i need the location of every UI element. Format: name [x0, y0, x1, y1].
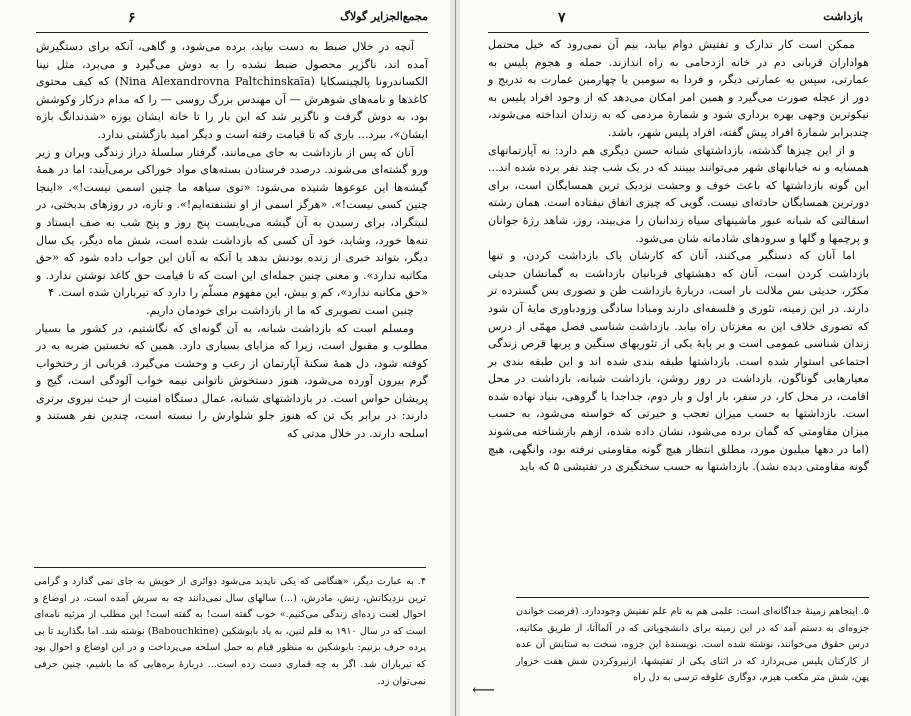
right-header-title: بازداشت: [823, 10, 863, 23]
left-page-number: ۶: [128, 10, 136, 26]
left-paragraph: چنین است تصویری که ما از بازداشت برای خودمان داریم.: [146, 303, 414, 317]
right-page-number: ۷: [558, 10, 566, 26]
right-paragraph: و از این چیزها گذشته، بازداشتهای شبانه حسن دیگری هم دارد: نه آپارتمانهای همسایه و نه خیابانهای شهر می‌توانند ببینند که در یک شب چند نفر برده شده اند... این گونه بازداشتها که باعث خوف و وحشت نزدیک ترین همسایگان است، برای دورترین همسایگان حادثه‌ای نیست. گویی که چیزی اتفاق نیفتاده است. همان رشته اسفالتی که شبانه عبور ماشینهای سیاه زندانبان را می‌بیند، روز، شاهد رژهٔ جوانان و پرچمها و گلها و سرودهای شادمانه شان می‌شود.: [488, 143, 869, 245]
left-page-body: [36, 38, 428, 443]
continuation-arrow-icon: ⟵: [472, 680, 495, 699]
right-header-rule: [488, 32, 869, 33]
left-footnote-rule: [34, 567, 426, 568]
left-page-header: [38, 10, 428, 32]
right-paragraph: اما آنان که دستگیر می‌کنند، آنان که کارشان پاک بازداشت کردن، و تنها بازداشت کردن است، آنان که دهشتهای قربانیان بازداشت به گمانشان حدیثی مکرّر، حدیثی بس ملالت بار است، دربارهٔ بازداشت ظن و تصوری بس گسترده تر دارند. در این زمینه، تئوری و فلسفه‌ای دارند ومبادا سادگی وزودباوری مایهٔ آن شود که تصوری خلاف این به مغزتان راه بیابد. بازداشت شناسی فصل مهمّی از درس زندان شناسی عمومی است و بر پایهٔ یکی از تئوریهای سنگین و پربها قرص زندگی اجتماعی استوار شده است. بازداشتها طبقه بندی شده اند و این طبقه بندی بر معیارهایی گوناگون، بازداشت در روز روشن، بازداشت شبانه، بازداشت در محل اقامت، در محل کار، در سفر، بار اول و بار دوم، جداجدا یا گروهی، بنیاد نهاده شده است. بازداشتها به حسب میزان تعجب و حیرتی که خواسته می‌شود، به حسب میزان مقاومتی که گمان برده می‌شود، نشان داده شده، ازهم بازشناخته می‌شوند (اما در دهها میلیون مورد، مطلق انتظار هیچ گونه مقاومتی نرفته بود، وانگهی، هیچ گونه مقاومتی دیده نشد). بازداشتها به حسب سختگیری در تفتیشی ۵ که باید: [488, 249, 869, 474]
left-paragraph: ومسلم است که بازداشت شبانه، به آن گونه‌ای که نگاشتیم، در کشور ما بسیار مطلوب و مقبول است، زیرا که مزایای بسیاری دارد. همین که نخستین ضربه به در کوفته شود، دل همهٔ سکنهٔ آپارتمان از رعب و وحشت می‌گیرد. قربانی از رختخواب گرم بیرون آورده می‌شود، هنوز دستخوش ناتوانی نیمه خواب آلودگی است، گیج و پریشان حواس است. در بازداشتهای شبانه، عمال دستگاه امنیت از حیث نیروی برتری دارند: در برابر یک تن که هنوز جلو شلوارش را نبسته است، چندین نفر هستند و اسلحه دارند. در خلال مدتی که: [36, 321, 428, 441]
left-page: [0, 0, 450, 716]
left-paragraph: آنچه در خلال ضبط به دست بیاید، برده می‌شود، و گاهی، آنکه برای دستگیرش آمده اند، ناگزیر محصول ضبط نشده را به دوش می‌گیرد و می‌برد، مثل نینا الکساندرونا پالچینسکایا (Nina Alexandrovna Paltchinskaïa) که کیف محتوی کاغذها و نامه‌های شوهرش — آن مهندس بزرگ روسی — را که مدام درکار وکوشش بود، به دوش گرفت و ناگزیر شد که این بار را تا خانه ایشان یوزه «شدندانگ بازه ایشان»، ببرد... باری که تا قیامت رفته است و دیگر امید بازگشتی ندارد.: [36, 40, 428, 141]
right-footnote-rule: [516, 597, 869, 598]
right-footnote: ۵. اینجاهم زمینهٔ جداگانه‌ای است: علمی هم به نام علم تفتیش وجوددارد. (فرصت خواندن جزوه‌ای به دستم آمد که در این زمینه برای دانشجویانی که در آلماآتا، از طریق مکاتبه، درس حقوق می‌خوانند، نوشته شده است. نویسندهٔ این جزوه، سخت به ستایش آن عده از کارکنان پلیس می‌پردازد که در اثنای یکی از تفتیشها، ازنیروکردن شش هفت خروار پهن، شش متر مکعب هیزم، دوگاری علوفه ترسی به دل راه: [516, 606, 869, 684]
left-footnote: ۴. به عبارت دیگر، «هنگامی که یکی ناپدید می‌شود دوائری از خویش به جای نمی گذارد و گرامی ترین نزدیکانش، زنش، مادرش، (...) سالهای سال نمی‌دانند چه به سرش آمده است، در اوضاع و احوال لعنت زده‌ای زندگی می‌کنیم.» خوب گفته است! به گفته است! این مطلب از مرثیه نامه‌ای است که در سال ۱۹۱۰ به قلم لنین، به یاد بابوشکین (Babouchkine) نوشته شد. اما بگذارید تا بی پرده حرف بزنیم: بابوشکین به منظور قیام به حمل اسلحه می‌پرداخت و در این اوضاع و احوال بود که تیرباران شد. اگر به چه قماری دست زده است... دربارهٔ بره‌هایی که ما باشیم، چنین حرفی نمی‌توان زد.: [34, 576, 426, 687]
left-header-rule: [36, 32, 428, 33]
right-paragraph: ممکن است کار تدارک و تفتیش دوام بیابد، بیم آن نمی‌رود که خیل محتمل هواداران قربانی دم در خانه ازدحامی به راه اندازند. حمله و هجوم پلیس به عمارتی، سپس به عمارتی دیگر، و فردا به سومین یا چهارمین عمارت به تدریج و دور از عجله صورت می‌گیرد و همین امر امکان می‌دهد که از وجود افراد پلیس به نیکوترین وجهی بهره برداری شود و شمارهٔ مردمی که به زندان انداخته می‌شوند، چندبرابر شمارهٔ افراد پیش گفته، افراد پلیس شهر، باشد.: [488, 38, 869, 139]
right-page: [460, 0, 911, 716]
gutter-line: [455, 0, 456, 716]
right-page-body: [488, 36, 869, 476]
left-header-title: مجمع‌الجزایر گولاگ: [340, 10, 428, 23]
right-page-header: [488, 10, 863, 32]
left-paragraph: آنان که پس از بازداشت به جای می‌مانند، گرفتار سلسلهٔ دراز زندگی ویران و زیر ورو گشته‌ای می‌شوند. درصدد فرستادن بسته‌های مواد خوراکی برمی‌آیند: اما در همهٔ گیشه‌ها این عوعوها شنیده می‌شود: «توی سیاهه ما چنین اسمی نیست!». «اینجا چنین کسی نیست!». «هرگز اسمی از او نشنفته‌ایم!». و تازه، در روزهای بدبختی، در لنینگراد، برای رسیدن به آن گیشه می‌بایست پنج روز و پنج شب به صف ایستاد و تنه‌ها خورد، وشاید، خود آن کسی که بازداشت شده است، شش ماه دیگر، یک سال دیگر، بتواند خبری از زنده بودنش بدهد یا آنکه به آنان این جواب داده شود که «حق مکاتبه ندارد». و معنی چنین جمله‌ای این است که تا قیامت حق کاغذ نوشتن ندارد. و «حق مکاتبه ندارد»، کم و بیش، این مفهوم مسلّم را دارد که تیرباران شده است. ۴: [36, 145, 428, 300]
